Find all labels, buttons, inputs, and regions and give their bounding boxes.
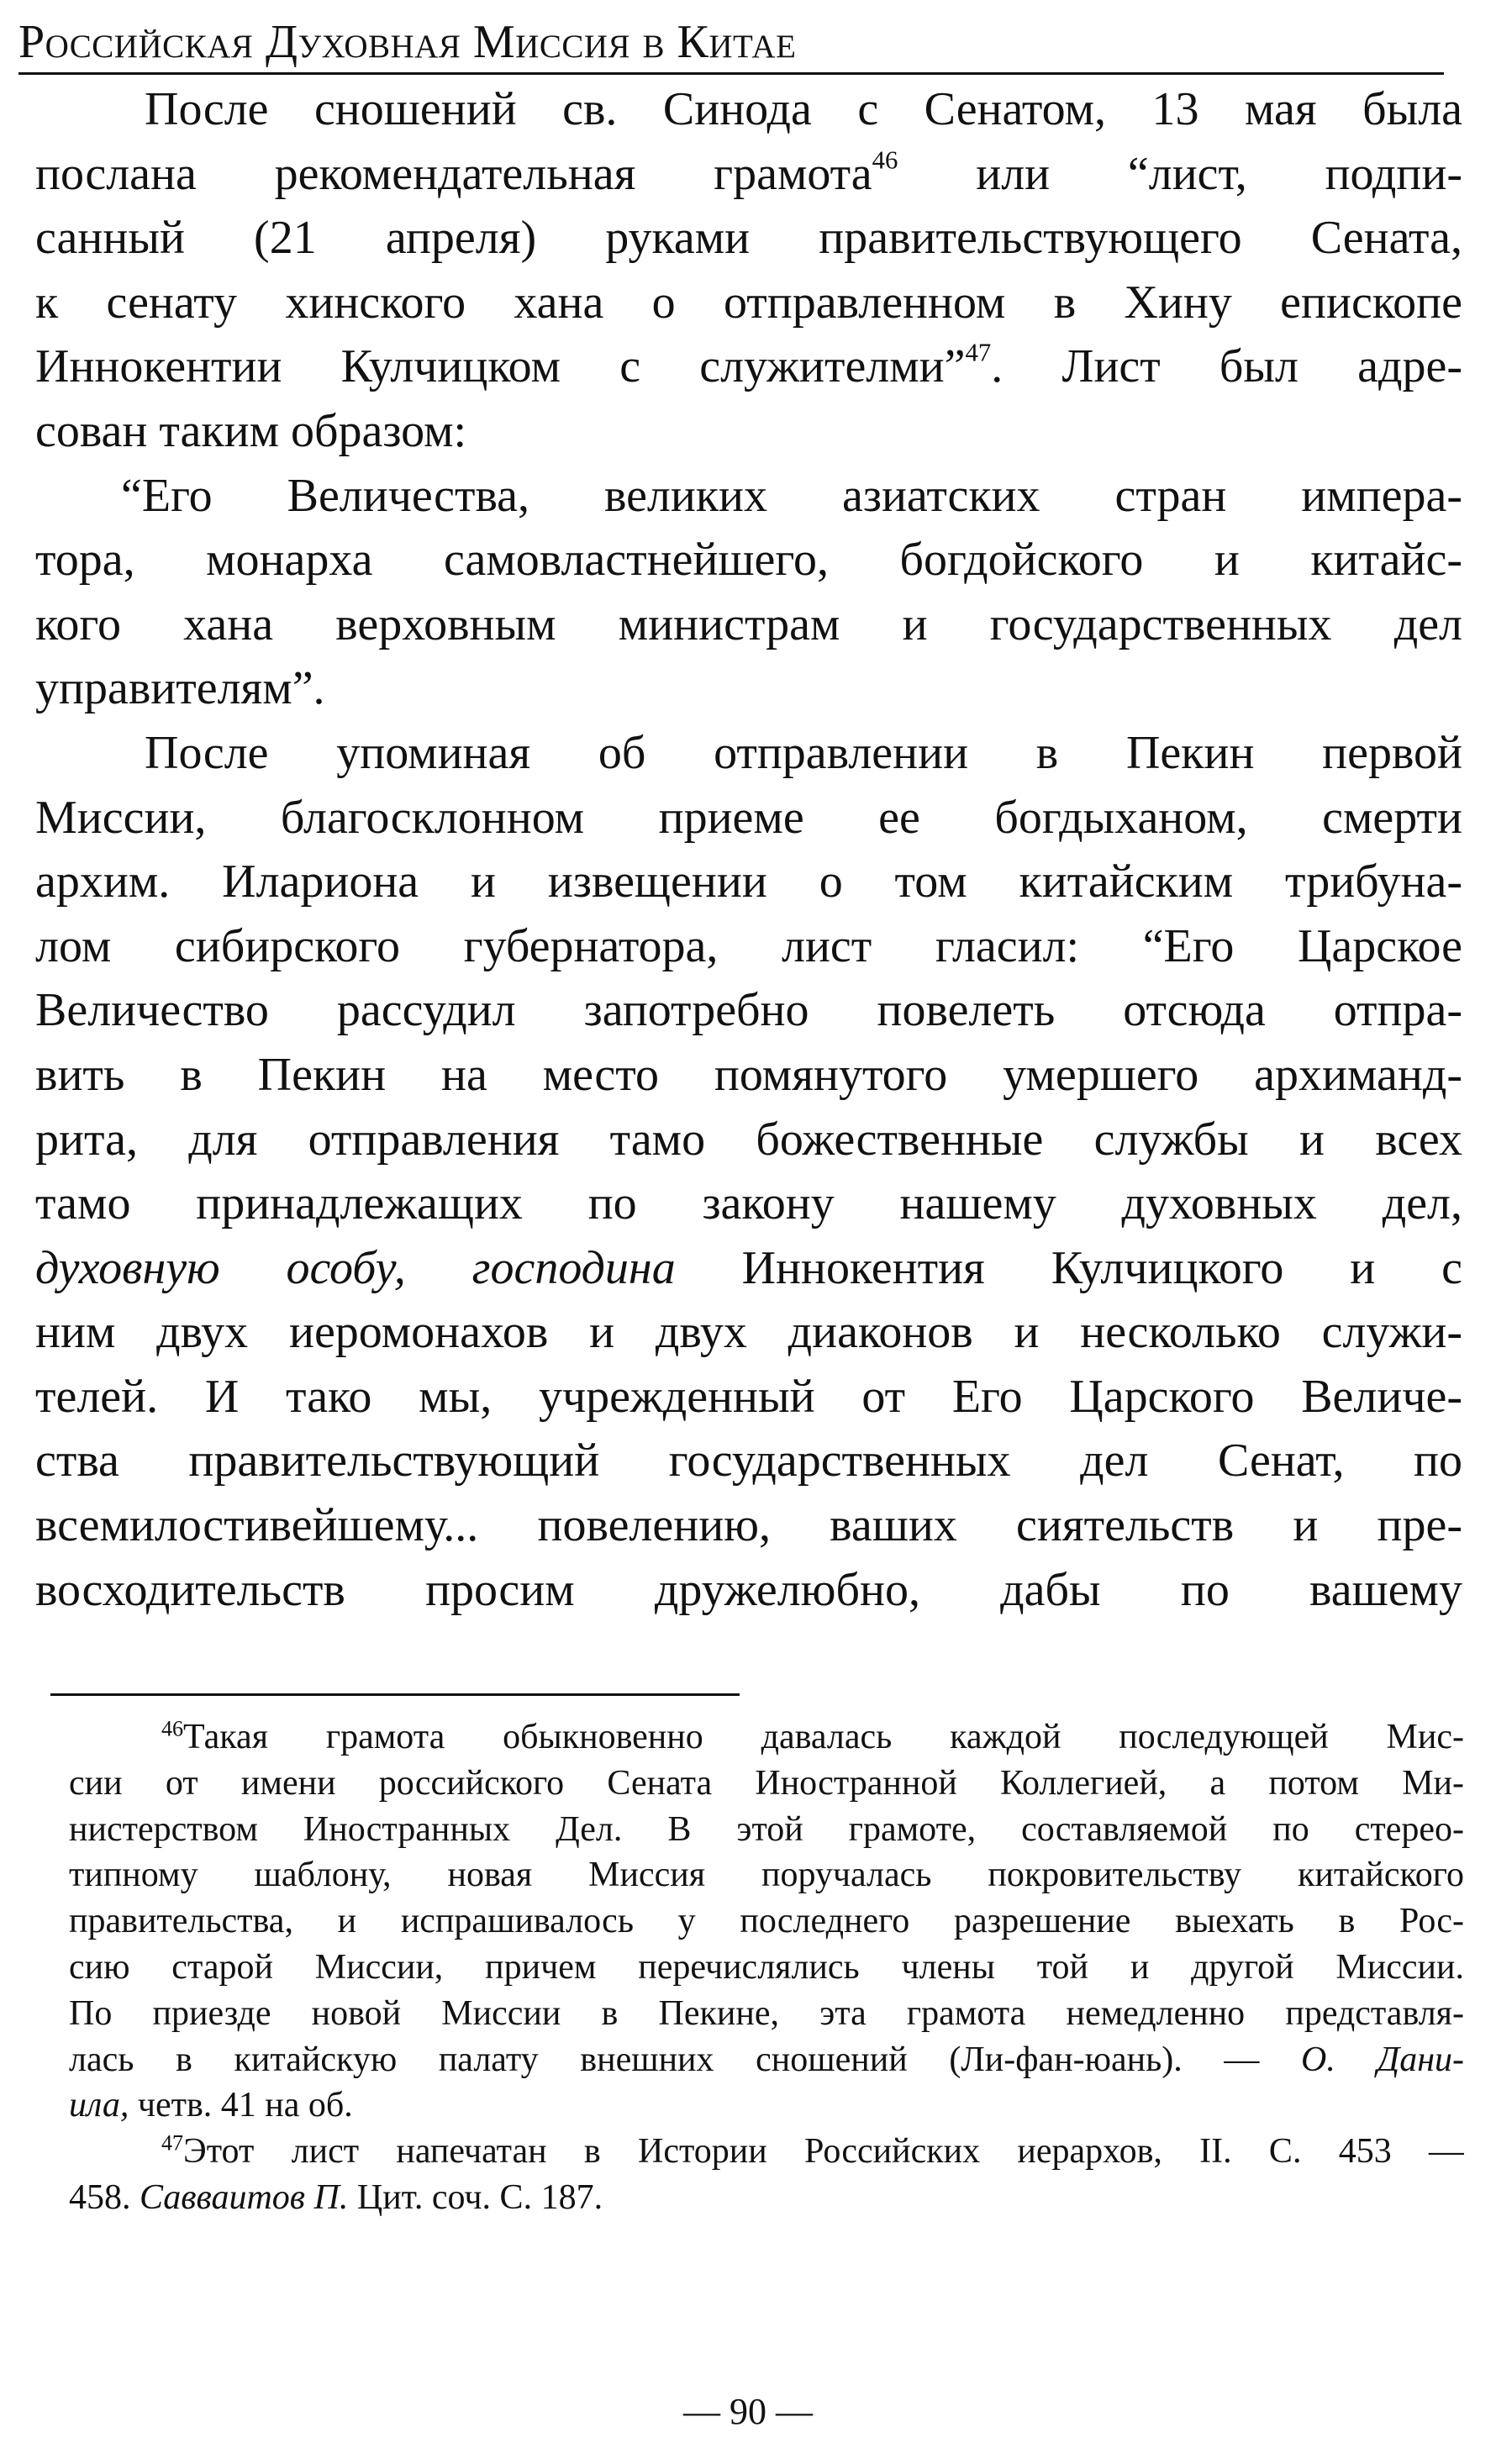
text-segment: сован таким образом: xyxy=(35,404,467,457)
footnote-line xyxy=(69,1807,1464,1853)
text-line xyxy=(35,656,1462,721)
text-segment: лась в китайскую палату внешних сношений (Ли-фан-юань). — xyxy=(69,2040,1301,2079)
text-segment: ства правительствующий государственных дел Сенат, по xyxy=(35,1435,1462,1487)
text-segment: послана рекомендательная грамота xyxy=(35,147,872,200)
header-rule xyxy=(18,72,1444,75)
text-line xyxy=(35,721,1462,786)
text-line xyxy=(35,1108,1462,1172)
text-line xyxy=(35,206,1462,271)
text-line xyxy=(35,592,1462,657)
text-line xyxy=(35,334,1462,399)
footnote-number: 47 xyxy=(161,2130,184,2156)
text-segment: или “лист, подпи- xyxy=(898,147,1462,200)
footnote-line xyxy=(69,2129,1464,2175)
text-line xyxy=(35,1236,1462,1301)
text-line xyxy=(35,528,1462,592)
text-line xyxy=(35,1365,1462,1429)
text-line xyxy=(35,1300,1462,1365)
italic-text: Савваитов П. xyxy=(140,2177,349,2217)
text-segment: типному шаблону, новая Миссия поручалась покровительству китайского xyxy=(69,1856,1464,1895)
text-segment: рита, для отправления тамо божественные службы и всех xyxy=(35,1113,1462,1166)
text-line xyxy=(35,142,1462,207)
text-line xyxy=(35,850,1462,914)
footnote-number: 46 xyxy=(161,1716,184,1741)
text-segment: После сношений св. Синода с Сенатом, 13 мая была xyxy=(145,83,1462,135)
text-line xyxy=(35,464,1462,529)
text-segment: к сенату хинского хана о отправленном в Хину епископе xyxy=(35,276,1462,329)
footnote-line xyxy=(69,2082,1464,2129)
footnote-line xyxy=(69,1991,1464,2037)
text-segment: телей. И тако мы, учрежденный от Его Царского Величе- xyxy=(35,1370,1462,1423)
footnote-line xyxy=(69,1852,1464,1898)
text-line xyxy=(35,1493,1462,1558)
footnote-line xyxy=(69,1761,1464,1807)
italic-text: ила, xyxy=(69,2086,129,2125)
text-segment: По приезде новой Миссии в Пекине, эта грамота немедленно представля- xyxy=(69,1993,1464,2033)
text-segment: тамо принадлежащих по закону нашему духовных дел, xyxy=(35,1177,1462,1230)
footnote-line xyxy=(69,1714,1464,1761)
page-number: — 90 — xyxy=(683,2391,813,2432)
footnote-line xyxy=(69,2037,1464,2083)
text-segment: четв. 41 на об. xyxy=(129,2086,353,2125)
text-segment: управителям”. xyxy=(35,662,325,715)
text-segment: Этот лист напечатан в Истории Российских иерархов, II. С. 453 — xyxy=(183,2132,1464,2172)
text-segment: вить в Пекин на место помянутого умершего архиманд- xyxy=(35,1048,1462,1101)
italic-text: О. Дани- xyxy=(1301,2040,1464,2079)
text-segment: 458. xyxy=(69,2177,140,2217)
text-segment: Иннокентия Кулчицкого и с xyxy=(675,1241,1462,1294)
footnote-line xyxy=(69,1898,1464,1945)
text-segment: санный (21 апреля) руками правительствующего Сената, xyxy=(35,212,1462,265)
text-segment: кого хана верховным министрам и государственных дел xyxy=(35,598,1462,650)
footnote-ref: 46 xyxy=(872,145,898,174)
text-segment: архим. Илариона и извещении о том китайским трибуна- xyxy=(35,856,1462,908)
footnotes xyxy=(69,1714,1464,2221)
text-line xyxy=(35,978,1462,1043)
italic-text: духовную особу, господина xyxy=(35,1241,676,1294)
footnote-ref: 47 xyxy=(965,338,992,367)
text-line xyxy=(35,399,1462,464)
text-line xyxy=(35,1558,1462,1623)
text-segment: Иннокентии Кулчицком с служителми” xyxy=(35,340,966,393)
running-head: Российская Духовная Миссия в Китае xyxy=(18,16,797,68)
text-segment: восходительств просим дружелюбно, дабы по вашему xyxy=(35,1563,1462,1616)
footnote-line xyxy=(69,2175,1464,2221)
text-segment: всемилостивейшему... повелению, ваших сиятельств и пре- xyxy=(35,1499,1462,1552)
text-line xyxy=(35,271,1462,335)
text-line xyxy=(35,1171,1462,1236)
text-segment: Миссии, благосклонном приеме ее богдыханом, смерти xyxy=(35,791,1462,844)
text-line xyxy=(35,786,1462,850)
text-segment: Такая грамота обыкновенно давалась каждой последующей Мис- xyxy=(183,1718,1464,1756)
text-segment: После упоминая об отправлении в Пекин первой xyxy=(145,726,1462,779)
text-segment: нистерством Иностранных Дел. В этой грамоте, составляемой по стерео- xyxy=(69,1809,1464,1849)
text-segment: . Лист был адре- xyxy=(991,340,1462,393)
text-line xyxy=(35,914,1462,979)
text-segment: лом сибирского губернатора, лист гласил: “Его Царское xyxy=(35,919,1462,972)
text-segment: “Его Величества, великих азиатских стран импера- xyxy=(121,469,1462,522)
text-segment: ним двух иеромонахов и двух диаконов и несколько служи- xyxy=(35,1306,1462,1359)
text-segment: тора, монарха самовластнейшего, богдойского и китайс- xyxy=(35,534,1462,587)
text-segment: сию старой Миссии, причем перечислялись члены той и другой Миссии. xyxy=(69,1947,1464,1987)
text-segment: Цит. соч. С. 187. xyxy=(348,2177,603,2217)
text-line xyxy=(35,1429,1462,1493)
text-segment: правительства, и испрашивалось у последнего разрешение выехать в Рос- xyxy=(69,1902,1464,1941)
text-line xyxy=(35,77,1462,142)
footnote-line xyxy=(69,1945,1464,1991)
text-segment: Величество рассудил запотребно повелеть отсюда отпра- xyxy=(35,984,1462,1037)
footnote-rule xyxy=(50,1693,740,1696)
text-line xyxy=(35,1043,1462,1108)
main-text xyxy=(35,77,1462,1622)
text-segment: сии от имени российского Сената Иностранной Коллегией, а потом Ми- xyxy=(69,1763,1464,1803)
